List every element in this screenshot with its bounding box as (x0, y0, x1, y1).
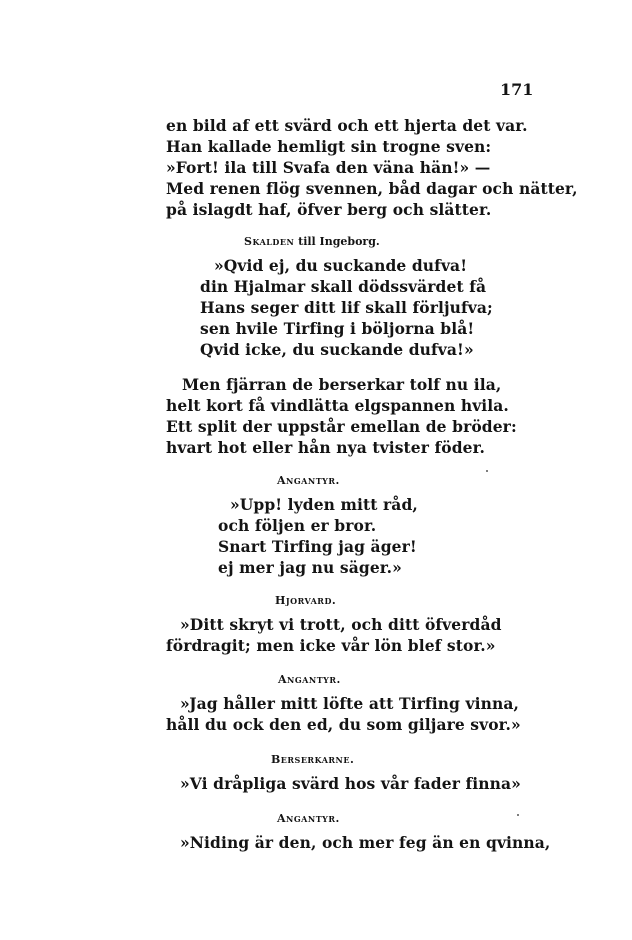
verse-line: Med renen flög svennen, båd dagar och nätter, (166, 179, 578, 198)
song-line: sen hvile Tirfing i böljorna blå! (200, 319, 475, 338)
dialogue-line: ej mer jag nu säger.» (218, 558, 402, 577)
print-speck (517, 814, 519, 816)
dialogue-line: och följen er bror. (218, 516, 377, 535)
song-line: »Qvid ej, du suckande dufva! (214, 256, 468, 275)
dialogue-line: »Jag håller mitt löfte att Tirfing vinna, (180, 694, 519, 713)
speaker-addressee: till Ingeborg. (298, 235, 380, 248)
verse-line: Ett split der uppstår emellan de bröder: (166, 417, 517, 436)
speaker-heading (244, 234, 380, 250)
speaker-heading: Angantyr. (278, 673, 341, 686)
dialogue-line: »Niding är den, och mer feg än en qvinna, (180, 833, 551, 852)
verse-line: hvart hot eller hån nya tvister föder. (166, 438, 485, 457)
speaker-heading: Angantyr. (277, 474, 340, 487)
dialogue-line: Snart Tirfing jag äger! (218, 537, 417, 556)
speaker-heading: Berserkarne. (271, 753, 355, 766)
song-line: Qvid icke, du suckande dufva!» (200, 340, 474, 359)
page-number: 171 (500, 80, 534, 99)
dialogue-line: fördragit; men icke vår lön blef stor.» (166, 636, 496, 655)
print-speck (486, 470, 488, 472)
dialogue-line: håll du ock den ed, du som giljare svor.» (166, 715, 521, 734)
dialogue-line: »Vi dråpliga svärd hos vår fader finna» (180, 774, 521, 793)
speaker-heading: Hjorvard. (275, 594, 337, 607)
speaker-heading: Angantyr. (277, 812, 340, 825)
verse-line: en bild af ett svärd och ett hjerta det var. (166, 116, 528, 135)
song-line: Hans seger ditt lif skall förljufva; (200, 298, 493, 317)
verse-line: Men fjärran de berserkar tolf nu ila, (182, 375, 502, 394)
dialogue-line: »Ditt skryt vi trott, och ditt öfverdåd (180, 615, 502, 634)
verse-line: »Fort! ila till Svafa den väna hän!» — (166, 158, 491, 177)
verse-line: helt kort få vindlätta elgspannen hvila. (166, 396, 509, 415)
verse-line: på islagdt haf, öfver berg och slätter. (166, 200, 492, 219)
song-line: din Hjalmar skall dödssvärdet få (200, 277, 487, 296)
dialogue-line: »Upp! lyden mitt råd, (230, 495, 418, 514)
verse-line: Han kallade hemligt sin trogne sven: (166, 137, 492, 156)
speaker-name: Skalden (244, 235, 295, 248)
